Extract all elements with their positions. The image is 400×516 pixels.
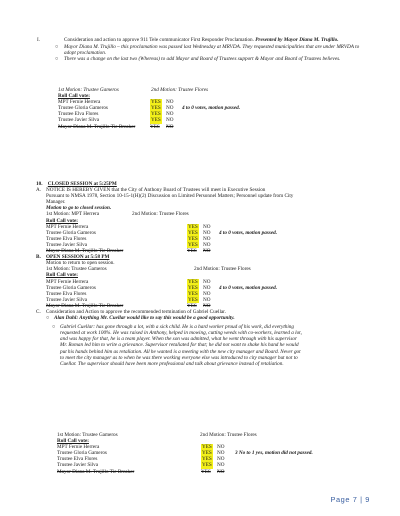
item-10-number: 10. (36, 181, 43, 187)
item-1-number: I. (37, 37, 41, 43)
vote-row (57, 469, 377, 475)
voter-name: Mayor Diana M. Trujillo Tie Breaker (58, 123, 136, 130)
vote-result: 4 to 0 votes, motion passed. (219, 284, 278, 291)
roll-call-table (58, 99, 378, 129)
roll-call-label: Roll Call vote: (58, 93, 90, 100)
yes-vote: YES (202, 444, 212, 451)
page-number: Page 7 | 9 (330, 495, 370, 504)
bullet-icon: ○ (52, 324, 56, 331)
no-vote: NO (166, 111, 174, 118)
yes-vote: YES (188, 235, 198, 242)
yes-vote: YES (151, 111, 161, 118)
voter-name: Trustee Javier Silva (46, 296, 88, 303)
item-10-title: CLOSED SESSION at 5:25PM (47, 181, 117, 187)
item-10-motions: 1st Motion: MPT Herrera 2nd Motion: Trustee Flores (46, 211, 189, 218)
vote-result: 3 No to 1 yes, motion did not passed. (235, 450, 313, 457)
first-motion: 1st Motion: Trustee Gameros (58, 87, 119, 93)
bullet-icon: ○ (55, 44, 59, 51)
no-vote: NO (166, 117, 174, 124)
no-vote: NO (203, 290, 211, 297)
yes-vote: YES (188, 290, 198, 297)
yes-vote: YES (151, 105, 161, 112)
yes-vote: YES (187, 248, 197, 255)
voter-name: Trustee Gloria Gameros (57, 450, 107, 457)
vote-result: 4 to 0 votes, motion passed. (219, 229, 278, 236)
item-1-note-2: ○ There was a change on the last two (Whereas) to add Mayor and Board of Trustees support & Mayor and Board of Trustees believes. (55, 56, 341, 63)
item-1-section (37, 37, 364, 63)
voter-name: Trustee Gloria Gameros (46, 229, 96, 236)
no-vote: NO (166, 105, 174, 112)
item-1-votes (58, 87, 378, 130)
item-1-heading (37, 37, 364, 43)
voter-name: Trustee Javier Silva (58, 117, 100, 124)
gabriel-statement: ○ Gabriel Cuellar: has gone through a lot, with a sick child. He is a hard worker proud of his work, did everything requested at work 100%. He was raised in Anthony, helped in mowing, cutting weeds with co-workers, learned a lot, and was happy for that, he is a team player. When the son was admitted, what he went through with his supervisor Mr. Roman led him to write a grievance. Supervisor retaliated for that; he did not want to shake his hand he would put his hands behind him as retaliation. All he wanted is a meeting with the new city manager and Board. Never got to meet the city manager as to when he was there working everyone else was introduced to city manager but not to Cuellar. The supervisor should have been more professional and talk about grievance instead of retaliation. (52, 324, 302, 367)
bullet-icon: ○ (55, 56, 59, 63)
no-vote: NO (203, 241, 211, 248)
no-vote: NO (217, 444, 225, 451)
item-1-title: Consideration and action to approve 911 Tele communicator First Responder Proclamation. (64, 37, 254, 43)
no-vote: NO (203, 229, 211, 236)
voter-name: Mayor Diana M. Trujillo Tie Breaker (46, 302, 124, 309)
vote-row (58, 124, 378, 130)
yes-vote: YES (188, 296, 198, 303)
second-motion: 2nd Motion: Trustee Flores (151, 87, 209, 93)
yes-vote: YES (188, 278, 198, 285)
yes-vote: YES (188, 284, 198, 291)
roll-call-table (57, 444, 377, 474)
item-10-c-votes: 1st Motion: Trustee Gameros 2nd Motion: Trustee Flores Roll Call vote: MPT Fernie Herrera YES NO Trustee Gloria Gameros YES NO 3 No to 1 yes, motion did not passed. Trustee Elva Flores YES NO Trustee Javier Silva YES NO Mayor Diana M. Trujillo Tie Breaker YES NO (57, 432, 377, 475)
no-vote: NO (203, 278, 211, 285)
voter-name: MPT Fernie Herrera (57, 444, 100, 451)
vote-result: 4 to 0 votes, motion passed. (182, 105, 241, 112)
yes-vote: YES (151, 117, 161, 124)
yes-vote: YES (202, 456, 212, 463)
voter-name: Trustee Elva Flores (46, 235, 87, 242)
no-vote: NO (217, 462, 225, 469)
voter-name: Trustee Javier Silva (46, 241, 88, 248)
yes-vote: YES (151, 99, 161, 106)
item-10-c-motions: 1st Motion: Trustee Gameros 2nd Motion: Trustee Flores (57, 432, 257, 438)
yes-vote: YES (188, 229, 198, 236)
yes-vote: YES (187, 302, 197, 309)
item-1-note-1: ○ Mayor Diana M. Trujillo – this proclamation was passed last Wednesday at MRVDA. They requested municipalities that are under MRVDA to adopt proclamation. (55, 44, 360, 57)
open-session-title: OPEN SESSION at 5:58 PM (46, 254, 110, 261)
item-1-presented-by: Presented by Mayor Diana M. Trujillo. (255, 37, 339, 43)
voter-name: Trustee Elva Flores (57, 456, 98, 463)
no-vote: NO (203, 296, 211, 303)
voter-name: Trustee Gloria Gameros (46, 284, 96, 291)
roll-call-table (46, 224, 376, 254)
no-vote: NO (166, 123, 174, 130)
voter-name: MPT Fernie Herrera (58, 99, 101, 106)
close-motion: Motion to go to closed session. (46, 205, 112, 212)
voter-name: Trustee Gloria Gameros (58, 105, 108, 112)
voter-name: MPT Fernie Herrera (46, 223, 89, 230)
no-vote: NO (203, 284, 211, 291)
no-vote: NO (166, 99, 174, 106)
voter-name: Mayor Diana M. Trujillo Tie Breaker (46, 248, 124, 255)
no-vote: NO (217, 468, 225, 475)
no-vote: NO (203, 248, 211, 255)
item-10-a: A. NOTICE IS HEREBY GIVEN that the City of Anthony Board of Trustees will meet in Executive Session Pursuant to NMSA 1978, Section 10-15-1(H)(2) Discussion on Limited Personnel Matters; Personnel update from City Manager. Motion to go to closed session. 1st Motion: MPT Herrera 2nd Motion: Trustee Flores Roll Call vote: MPT Fernie Herrera YES NO Trustee Gloria Gameros YES NO 4 to 0 votes, motion passed. Trustee Elva Flores YES NO Trustee Javier Silva YES NO Mayor Diana M. Trujillo Tie Breaker YES NO (36, 187, 376, 254)
voter-name: Trustee Elva Flores (58, 111, 99, 118)
voter-name: Trustee Elva Flores (46, 290, 87, 297)
yes-vote: YES (188, 241, 198, 248)
yes-vote: YES (150, 123, 160, 130)
roll-call-table (46, 279, 376, 309)
item-10-b: B. OPEN SESSION at 5:58 PM Motion to return to open session. 1st Motion: Trustee Gameros 2nd Motion: Trustee Flores Roll Call vote: MPT Fernie Herrera YES NO Trustee Gloria Gameros YES NO 4 to 0 votes, motion passed. Trustee Elva Flores YES NO Trustee Javier Silva YES NO Mayor Diana M. Trujillo Tie Breaker YES NO (36, 254, 376, 309)
no-vote: NO (203, 223, 211, 230)
no-vote: NO (203, 235, 211, 242)
item-10-c: C. Consideration and Action to approve the recommended termination of Gabriel Cuellar. ○ Alan Dahl: Anything Mr. Cuellar would like to say this would be a good opportunity. ○ Gabriel Cuellar: has gone through a lot, with a sick child. He is a hard worker proud of his work, did everything requested at work 100%. He was raised in Anthony, helped in mowing, cutting weeds with co-workers, learned a lot, and was happy for that, he is a team player. When the son was admitted, what he went through with his supervisor Mr. Roman led him to write a grievance. Supervisor retaliated for that; he did not want to shake his hand he would put his hands behind him as retaliation. All he wanted is a meeting with the new city manager and Board. Never got to meet the city manager as to when he was there working everyone else was introduced to city manager but not to Cuellar. The supervisor should have been more professional and talk about grievance instead of retaliation. (36, 309, 376, 367)
no-vote: NO (217, 456, 225, 463)
bullet-icon: ○ (46, 315, 50, 322)
item-10-b-motions: 1st Motion: Trustee Gameros 2nd Motion: Trustee Flores (46, 266, 251, 273)
no-vote: NO (217, 450, 225, 457)
yes-vote: YES (188, 223, 198, 230)
no-vote: NO (203, 302, 211, 309)
yes-vote: YES (201, 468, 211, 475)
voter-name: Trustee Javier Silva (57, 462, 99, 469)
item-10-section (36, 181, 376, 367)
voter-name: MPT Fernie Herrera (46, 278, 89, 285)
alan-dahl-note: ○ Alan Dahl: Anything Mr. Cuellar would like to say this would be a good opportunity. (46, 315, 235, 322)
yes-vote: YES (202, 462, 212, 469)
voter-name: Mayor Diana M. Trujillo Tie Breaker (57, 468, 135, 475)
yes-vote: YES (202, 450, 212, 457)
